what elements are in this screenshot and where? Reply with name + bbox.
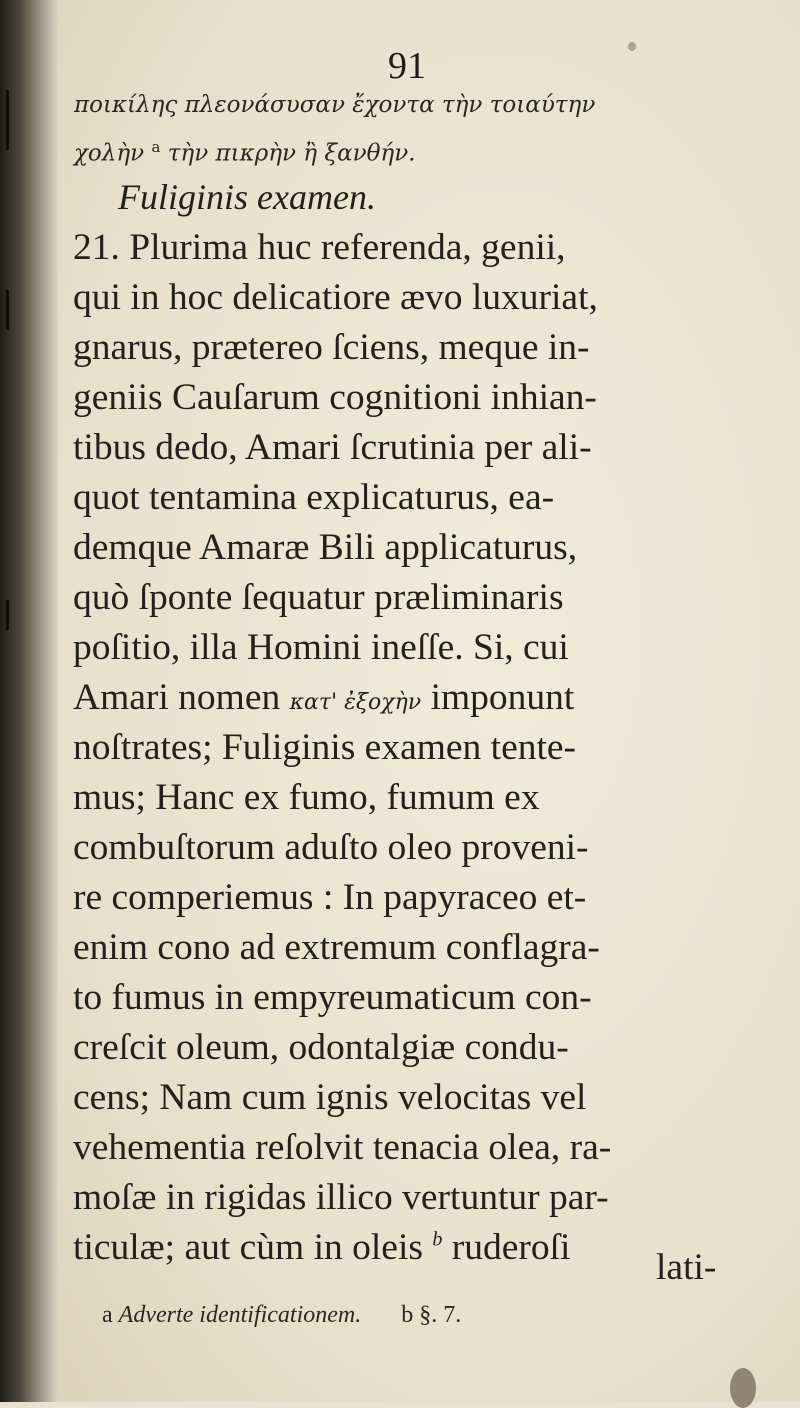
footnote-mark-b: b [432, 1228, 443, 1251]
text-line: tibus dedo, Amari ſcrutinia per ali- [73, 427, 592, 468]
text-line: creſcit oleum, odontalgiæ condu- [73, 1027, 569, 1068]
text-line: mus; Hanc ex fumo, fumum ex [73, 777, 540, 818]
greek-line-2-rest: τὴν πικρὴν ἢ ξανθήν. [167, 140, 416, 167]
text-line: re comperiemus : In papyraceo et- [73, 877, 587, 918]
text-line [73, 679, 574, 717]
text-line: demque Amaræ Bili applicaturus, [73, 527, 578, 568]
text-line: enim cono ad extremum conflagra- [73, 927, 600, 968]
greek-line-2 [74, 138, 416, 167]
greek-line-2-text: χολὴν [74, 140, 145, 167]
gutter-mark [6, 90, 9, 150]
text-line: quò ſponte ſequatur præliminaris [73, 577, 564, 618]
greek-inline: κατ' ἐξοχὴν [289, 690, 422, 715]
gutter-mark [6, 600, 9, 630]
text-line: 21. Plurima huc referenda, genii, [73, 227, 566, 268]
greek-line-1: ποικίλης πλεονάσυσαν ἔχοντα τὴν τοιαύτην [74, 92, 596, 118]
page-number: 91 [388, 45, 426, 87]
ink-spot [730, 1368, 756, 1408]
text-line: moſæ in rigidas illico vertuntur par- [73, 1177, 609, 1218]
section-heading: Fuliginis examen. [118, 177, 376, 217]
footnote-mark: a [102, 1302, 113, 1328]
text-line: noſtrates; Fuliginis examen tente- [73, 727, 577, 768]
text-line: gnarus, prætereo ſciens, meque in- [73, 327, 590, 368]
ink-spot [628, 42, 636, 51]
text-line: geniis Cauſarum cognitioni inhian- [73, 377, 597, 418]
footnote-text: Adverte identificationem. [118, 1302, 362, 1328]
footnote [102, 1302, 461, 1329]
text-line: poſitio, illa Homini ineſſe. Si, cui [73, 627, 569, 668]
text-segment: ticulæ; aut cùm in oleis [73, 1227, 423, 1268]
text-line: cens; Nam cum ignis velocitas vel [73, 1077, 587, 1118]
text-segment: Amari nomen [73, 677, 281, 718]
text-segment: imponunt [430, 677, 575, 718]
text-line: to fumus in empyreumaticum con- [73, 977, 592, 1018]
text-line: vehementia reſolvit tenacia olea, ra- [73, 1127, 612, 1168]
book-gutter [0, 0, 58, 1402]
text-line: qui in hoc delicatiore ævo luxuriat, [73, 277, 598, 318]
catchword: lati- [656, 1247, 717, 1288]
footnote-mark-a: a [151, 138, 161, 156]
text-segment: ruderoſi [451, 1227, 571, 1268]
gutter-mark [6, 290, 9, 330]
text-line: combuſtorum aduſto oleo proveni- [73, 827, 589, 868]
text-line [73, 1229, 570, 1267]
footnote-ref: b §. 7. [401, 1302, 462, 1328]
text-line: quot tentamina explicaturus, ea- [73, 477, 555, 518]
